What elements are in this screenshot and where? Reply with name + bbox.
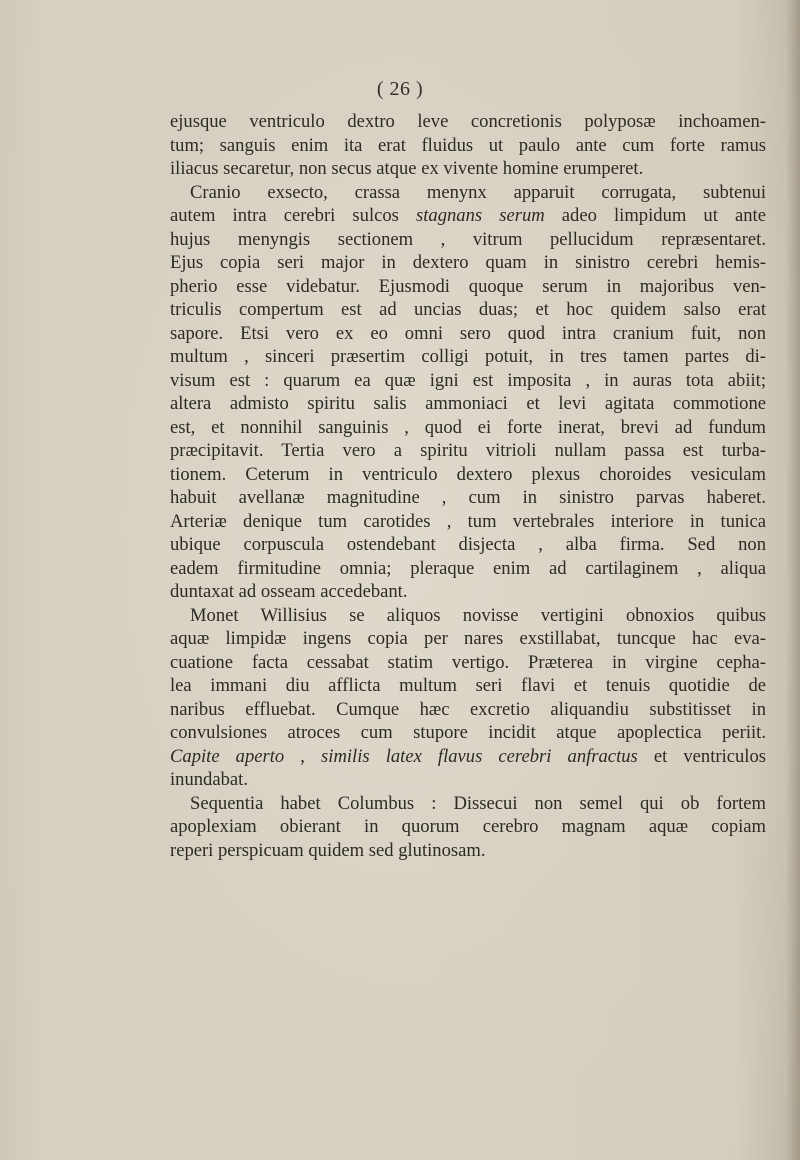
text-run: inundabat. [170, 769, 248, 790]
text-run: et ventriculos [637, 745, 766, 767]
page-number: ( 26 ) [376, 78, 424, 100]
paragraph [170, 181, 766, 604]
text-line [170, 439, 766, 463]
text-line [170, 721, 766, 745]
text-line [170, 345, 766, 369]
text-line [170, 251, 766, 275]
text-line [170, 792, 766, 816]
text-line [170, 533, 766, 557]
text-run: præcipitavit. Tertia vero a spiritu vitrioli nullam passa est turba- [170, 440, 766, 461]
text-line [170, 369, 766, 393]
text-run: duntaxat ad osseam accedebant. [170, 581, 408, 602]
text-line [170, 392, 766, 416]
text-run: autem intra cerebri sulcos [170, 205, 417, 226]
text-run: similis latex flavus cerebri anfractus [321, 745, 638, 767]
text-run: sapore. Etsi vero ex eo omni sero quod intra cranium fuit, non [170, 322, 766, 344]
text-run: Sequentia habet Columbus : Dissecui non semel qui ob fortem [190, 792, 766, 814]
text-run: aquæ limpidæ ingens copia per nares exstillabat, tuncque hac eva- [170, 628, 766, 649]
text-line [170, 839, 766, 863]
text-line [170, 557, 766, 581]
text-line [170, 204, 766, 228]
text-run: stagnans serum [416, 205, 545, 226]
text-run: convulsiones atroces cum stupore incidit atque apoplectica periit. [170, 722, 766, 743]
text-run: cuatione facta cessabat statim vertigo. Præterea in virgine cepha- [170, 651, 766, 673]
text-run: adeo limpidum ut ante [544, 205, 766, 226]
text-line [170, 651, 766, 675]
text-run: hujus menyngis sectionem , vitrum pellucidum repræsentaret. [170, 228, 766, 250]
text-run: habuit avellanæ magnitudine , cum in sinistro parvas haberet. [170, 487, 766, 508]
text-line [170, 157, 766, 181]
text-run: , [284, 745, 322, 767]
text-run: naribus effluebat. Cumque hæc excretio aliquandiu substitisset in [170, 698, 766, 720]
text-run: Monet Willisius se aliquos novisse vertigini obnoxios quibus [190, 604, 766, 626]
text-run: triculis compertum est ad uncias duas; et hoc quidem salso erat [170, 299, 766, 320]
text-run: tionem. Ceterum in ventriculo dextero plexus choroides vesiculam [170, 463, 766, 485]
text-run: reperi perspicuam quidem sed glutinosam. [170, 839, 486, 861]
text-line [170, 322, 766, 346]
paragraph [170, 604, 766, 792]
text-run: ejusque ventriculo dextro leve concretionis polyposæ inchoamen- [170, 111, 766, 132]
paragraph [170, 792, 766, 863]
text-run: ubique corpuscula ostendebant disjecta , alba firma. Sed non [170, 534, 766, 555]
text-run: visum est : quarum ea quæ igni est imposita , in auras tota abiit; [170, 369, 766, 391]
text-line [170, 815, 766, 839]
text-line [170, 768, 766, 792]
text-run: pherio esse videbatur. Ejusmodi quoque serum in majoribus ven- [170, 275, 766, 297]
text-line [170, 275, 766, 299]
text-run: Arteriæ denique tum carotides , tum vertebrales interiore in tunica [170, 510, 766, 532]
text-line [170, 604, 766, 628]
body-text [170, 110, 766, 862]
text-run: apoplexiam obierant in quorum cerebro magnam aquæ copiam [170, 816, 766, 837]
text-run: iliacus secaretur, non secus atque ex vivente homine erumperet. [170, 158, 644, 179]
text-line [170, 134, 766, 158]
text-run: altera admisto spiritu salis ammoniaci et levi agitata commotione [170, 393, 766, 414]
text-line [170, 110, 766, 134]
text-line [170, 298, 766, 322]
text-run: lea immani diu afflicta multum seri flavi et tenuis quotidie de [170, 675, 766, 696]
text-line [170, 463, 766, 487]
text-run: eadem firmitudine omnia; pleraque enim ad cartilaginem , aliqua [170, 557, 766, 579]
text-run: Cranio exsecto, crassa menynx apparuit corrugata, subtenui [190, 181, 766, 203]
text-line [170, 510, 766, 534]
text-line [170, 627, 766, 651]
text-line [170, 674, 766, 698]
text-run: tum; sanguis enim ita erat fluidus ut paulo ante cum forte ramus [170, 134, 766, 156]
text-run: Ejus copia seri major in dextero quam in sinistro cerebri hemis- [170, 252, 766, 273]
text-run: multum , sinceri præsertim colligi potuit, in tres tamen partes di- [170, 346, 766, 367]
text-run: est, et nonnihil sanguinis , quod ei forte inerat, brevi ad fundum [170, 416, 766, 438]
text-line [170, 181, 766, 205]
text-line [170, 698, 766, 722]
text-line [170, 228, 766, 252]
text-line [170, 486, 766, 510]
paragraph [170, 110, 766, 181]
text-line [170, 416, 766, 440]
text-line [170, 745, 766, 769]
text-line [170, 580, 766, 604]
text-run: Capite aperto [170, 745, 285, 767]
